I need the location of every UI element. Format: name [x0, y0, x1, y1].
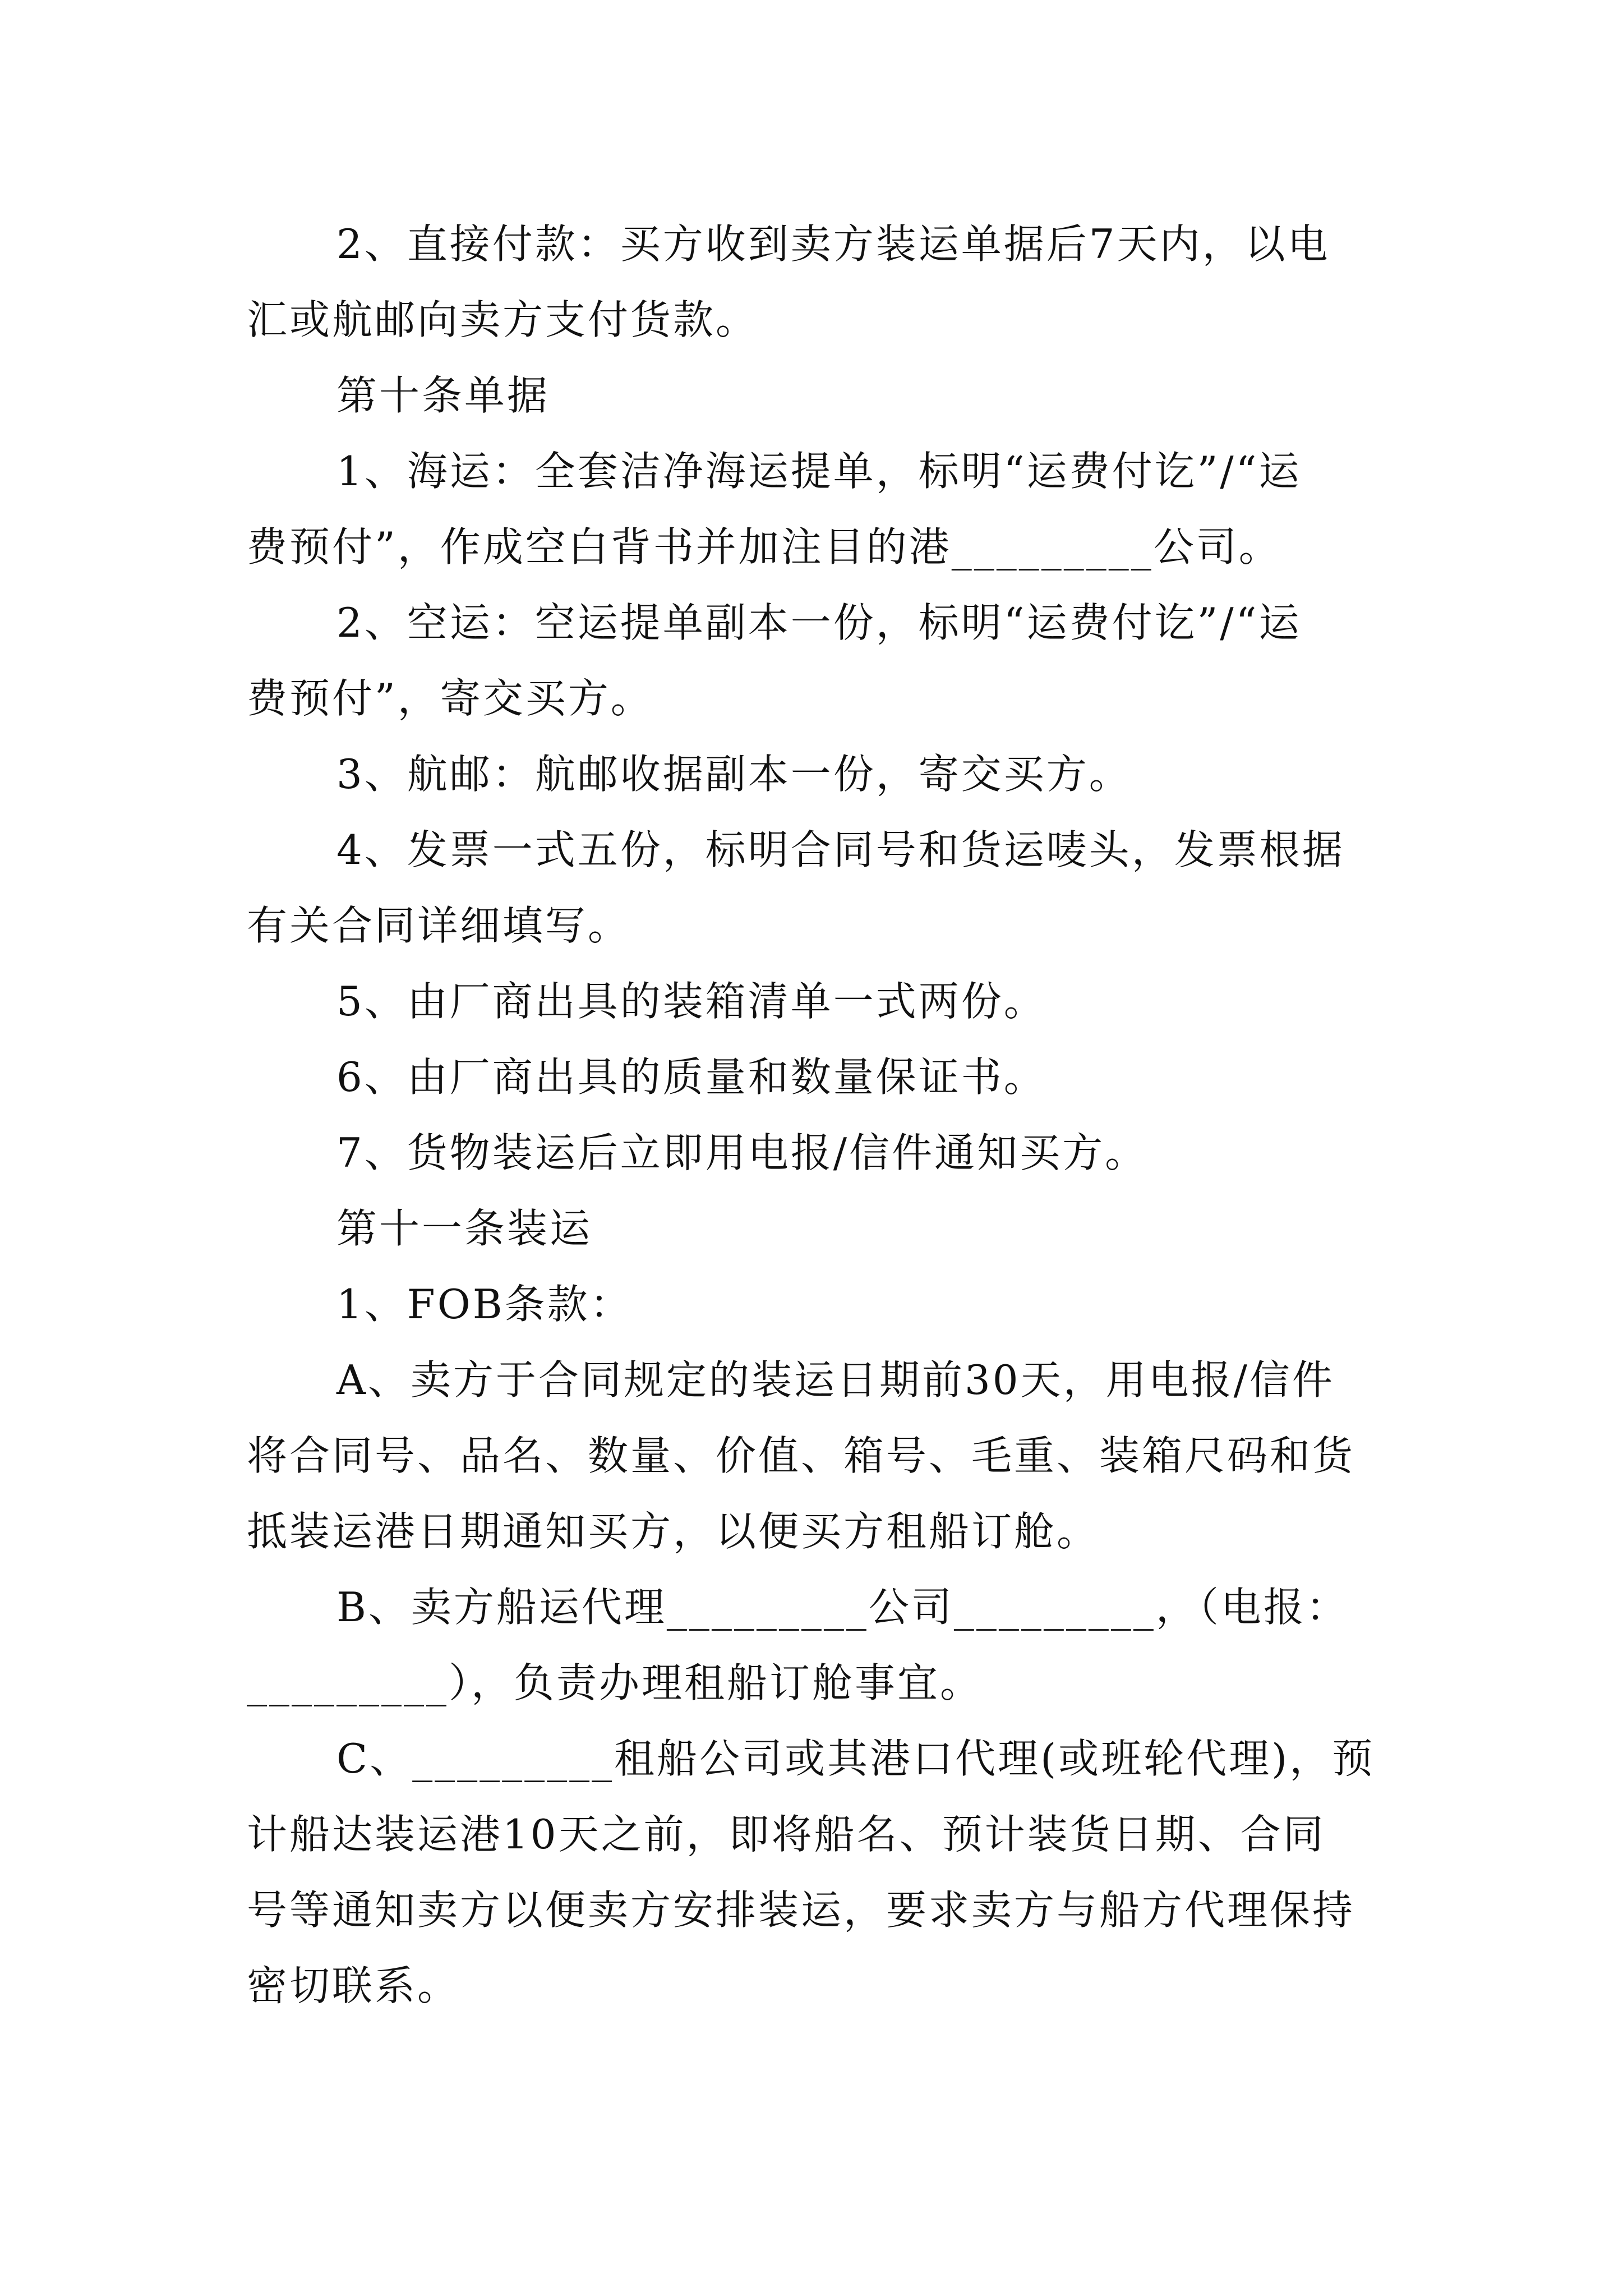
text-line: 抵装运港日期通知买方，以便买方租船订舱。 — [247, 1508, 1100, 1555]
text-line: 号等通知卖方以便卖方安排装运，要求卖方与船方代理保持 — [247, 1887, 1355, 1934]
section-heading: 第十一条装运 — [336, 1205, 593, 1252]
text-line: 6、由厂商出具的质量和数量保证书。 — [336, 1053, 1046, 1101]
text-line: 7、货物装运后立即用电报/信件通知买方。 — [336, 1129, 1148, 1176]
text-line: 4、发票一式五份，标明合同号和货运唛头，发票根据 — [336, 826, 1345, 873]
text-line: _________），负责办理租船订舱事宜。 — [247, 1659, 983, 1706]
text-line: 2、直接付款：买方收到卖方装运单据后7天内，以电 — [336, 220, 1330, 268]
text-line: 费预付”，作成空白背书并加注目的港_________公司。 — [247, 523, 1281, 570]
text-line: 1、FOB条款： — [336, 1281, 633, 1328]
text-line: C、_________租船公司或其港口代理(或班轮代理)，预 — [336, 1735, 1375, 1782]
section-heading: 第十条单据 — [336, 372, 550, 419]
text-line: 计船达装运港10天之前，即将船名、预计装货日期、合同 — [247, 1811, 1326, 1858]
text-line: 有关合同详细填写。 — [247, 902, 631, 949]
text-line: 3、航邮：航邮收据副本一份，寄交买方。 — [336, 751, 1132, 798]
text-line: 1、海运：全套洁净海运提单，标明“运费付讫”/“运 — [336, 448, 1302, 495]
text-line: 将合同号、品名、数量、价值、箱号、毛重、装箱尺码和货 — [247, 1432, 1355, 1479]
text-line: B、卖方船运代理_________公司_________，（电报： — [336, 1584, 1349, 1631]
text-line: 密切联系。 — [247, 1962, 460, 2009]
text-line: 费预付”，寄交买方。 — [247, 675, 653, 722]
text-line: 2、空运：空运提单副本一份，标明“运费付讫”/“运 — [336, 599, 1302, 646]
text-line: A、卖方于合同规定的装运日期前30天，用电报/信件 — [336, 1356, 1335, 1404]
text-line: 汇或航邮向卖方支付货款。 — [247, 296, 759, 343]
text-line: 5、由厂商出具的装箱清单一式两份。 — [336, 978, 1046, 1025]
